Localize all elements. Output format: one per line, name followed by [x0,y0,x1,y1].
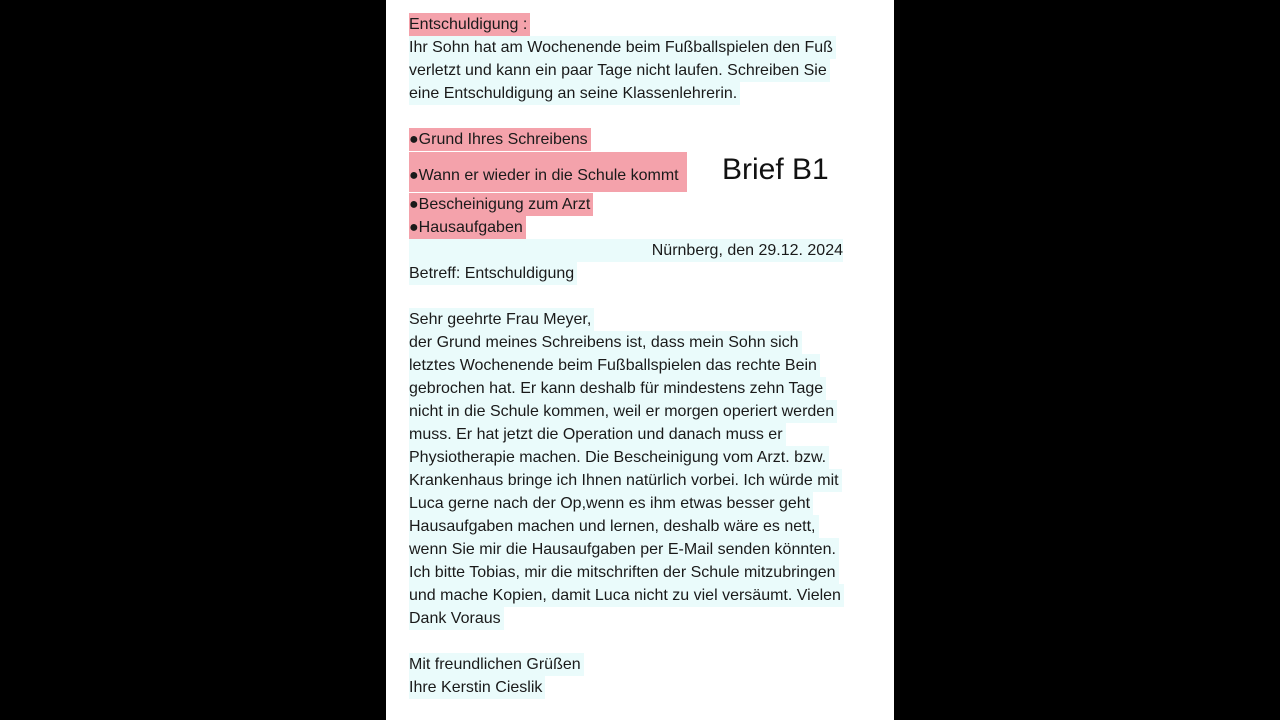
task-point: ●Hausaufgaben [409,216,526,239]
body-line: Dank Voraus [409,607,504,630]
closing: Mit freundlichen Grüßen [409,653,584,676]
task-point: ●Wann er wieder in die Schule kommt [409,152,687,192]
brief-title: Brief B1 [722,153,829,186]
task-point: ●Bescheinigung zum Arzt [409,193,593,216]
document-page [386,0,894,720]
body-line: Krankenhaus bringe ich Ihnen natürlich vorbei. Ich würde mit [409,469,842,492]
signature: Ihre Kerstin Cieslik [409,676,545,699]
task-line: eine Entschuldigung an seine Klassenlehrerin. [409,82,740,105]
task-heading: Entschuldigung : [409,13,530,36]
body-line: muss. Er hat jetzt die Operation und danach muss er [409,423,786,446]
body-line: Luca gerne nach der Op,wenn es ihm etwas besser geht [409,492,813,515]
task-line: Ihr Sohn hat am Wochenende beim Fußballspielen den Fuß [409,36,836,59]
task-point: ●Grund Ihres Schreibens [409,128,591,151]
body-line: Hausaufgaben machen und lernen, deshalb wäre es nett, [409,515,819,538]
task-line: verletzt und kann ein paar Tage nicht laufen. Schreiben Sie [409,59,830,82]
body-line: der Grund meines Schreibens ist, dass mein Sohn sich [409,331,802,354]
subject-line: Betreff: Entschuldigung [409,262,577,285]
body-line: letztes Wochenende beim Fußballspielen das rechte Bein [409,354,820,377]
salutation: Sehr geehrte Frau Meyer, [409,308,594,331]
place-date: Nürnberg, den 29.12. 2024 [409,239,843,262]
body-line: wenn Sie mir die Hausaufgaben per E-Mail senden könnten. [409,538,839,561]
body-line: Ich bitte Tobias, mir die mitschriften der Schule mitzubringen [409,561,839,584]
body-line: und mache Kopien, damit Luca nicht zu viel versäumt. Vielen [409,584,844,607]
body-line: gebrochen hat. Er kann deshalb für mindestens zehn Tage [409,377,826,400]
body-line: Physiotherapie machen. Die Bescheinigung vom Arzt. bzw. [409,446,829,469]
body-line: nicht in die Schule kommen, weil er morgen operiert werden [409,400,837,423]
